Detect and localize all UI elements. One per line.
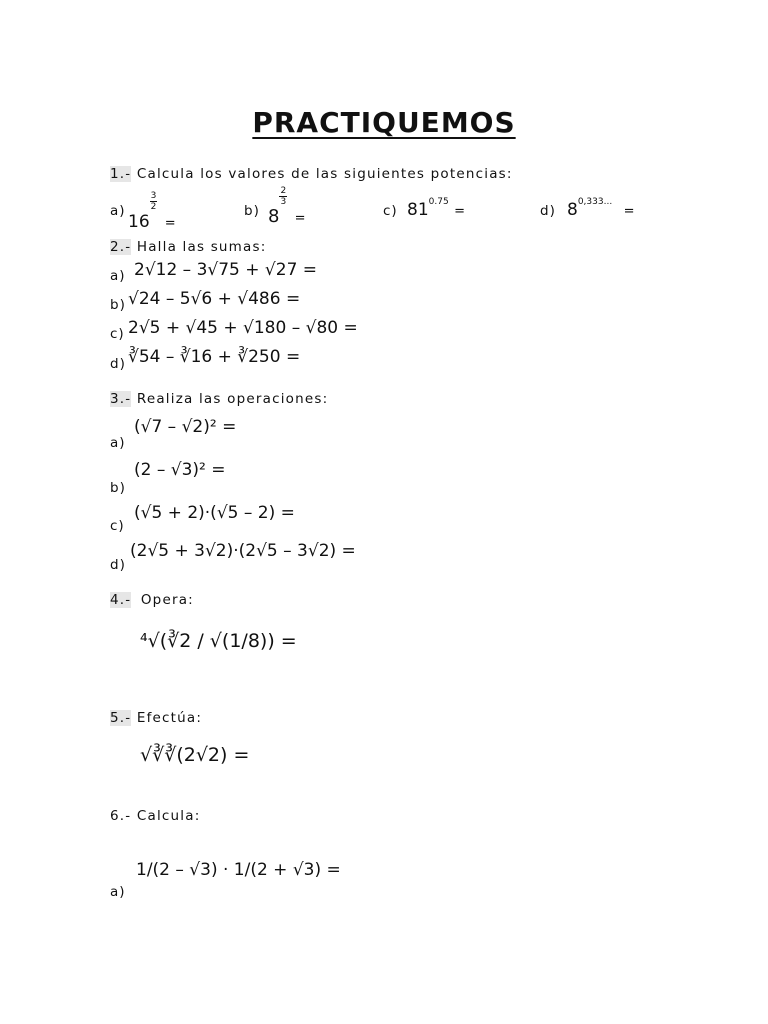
question-2-heading [110, 239, 267, 255]
question-3-number: 3.- [110, 391, 132, 407]
q5-expression: √∛∛(2√2) = [140, 744, 250, 766]
question-6-number: 6.- [110, 808, 132, 824]
question-2-number: 2.- [110, 239, 132, 255]
question-5-number: 5.- [110, 710, 132, 726]
q2-item-b-expression: √24 – 5√6 + √486 = [128, 289, 301, 309]
question-4-heading [110, 592, 194, 608]
q3-item-b-label: b) [110, 480, 126, 496]
question-5-text: Efectúa: [136, 710, 203, 726]
q6-item-a-label: a) [110, 884, 126, 900]
question-4-text: Opera: [140, 592, 194, 608]
q2-item-c-label: c) [110, 326, 125, 342]
question-2-text: Halla las sumas: [136, 239, 267, 255]
q1-item-a-expression: 16 $\frac{3}{2}$ $_=$ [128, 191, 176, 232]
question-4-number: 4.- [110, 592, 132, 608]
question-1-heading [110, 166, 513, 182]
q3-item-c-label: c) [110, 518, 125, 534]
q3-item-a-label: a) [110, 435, 126, 451]
q3-item-d-label: d) [110, 557, 126, 573]
question-1-number: 1.- [110, 166, 132, 182]
q1-item-c-label: c) [383, 203, 398, 219]
q2-item-b-label: b) [110, 297, 126, 313]
question-1-text: Calcula los valores de las siguientes potencias: [136, 166, 513, 182]
q2-item-a-expression: 2√12 – 3√75 + √27 = [134, 260, 318, 280]
q3-item-b-expression: (2 – √3)² = [134, 460, 226, 480]
q1-item-b-expression: 8 $\frac{2}{3}$ $_=$ [268, 186, 306, 227]
question-6-heading [110, 808, 200, 824]
q3-item-c-expression: (√5 + 2)·(√5 – 2) = [134, 503, 295, 523]
q2-item-d-expression: ∛54 – ∛16 + ∛250 = [128, 347, 301, 367]
q6-item-a-expression: 1/(2 – √3) · 1/(2 + √3) = [136, 860, 341, 880]
question-5-heading [110, 710, 202, 726]
question-3-heading [110, 391, 328, 407]
q2-item-c-expression: 2√5 + √45 + √180 – √80 = [128, 318, 358, 338]
page-title: PRACTIQUEMOS [252, 106, 516, 139]
q2-item-d-label: d) [110, 356, 126, 372]
q1-item-d-expression: $8^{0,333...}$ = [567, 197, 635, 220]
question-6-text: Calcula: [136, 808, 201, 824]
q1-item-d-label: d) [540, 203, 556, 219]
q1-item-c-expression: $81^{0.75}$ = [407, 197, 465, 220]
q1-item-a-label: a) [110, 203, 126, 219]
q3-item-a-expression: (√7 – √2)² = [134, 417, 237, 437]
q1-item-b-label: b) [244, 203, 260, 219]
q3-item-d-expression: (2√5 + 3√2)·(2√5 – 3√2) = [130, 541, 356, 561]
q4-expression: ⁴√(∛2 / √(1/8)) = [140, 630, 297, 652]
question-3-text: Realiza las operaciones: [136, 391, 329, 407]
q2-item-a-label: a) [110, 268, 126, 284]
